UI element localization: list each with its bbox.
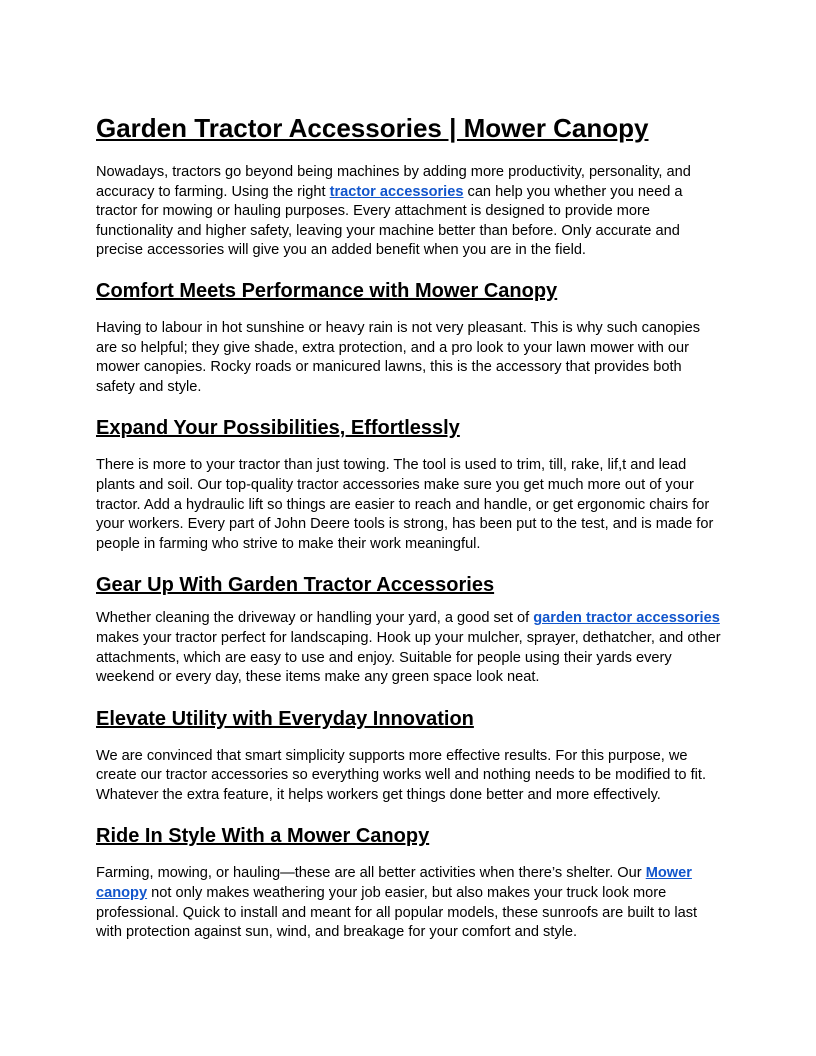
section-text-comfort: Having to labour in hot sunshine or heavy rain is not very pleasant. This is why such canopies are so helpful; they give shade, extra protection, and a pro look to your lawn mower with our mower canopies. Rocky roads or manicured lawns, this is the accessory that provides both safety and style. bbox=[96, 319, 701, 395]
intro-text-start: Nowadays, tractors go beyond being machines by adding more productivity, personality, and accuracy to farming. Using the right bbox=[96, 164, 691, 200]
section-elevate bbox=[96, 707, 721, 806]
document-page bbox=[96, 112, 721, 943]
section-heading-expand: Expand Your Possibilities, Effortlessly bbox=[96, 417, 460, 440]
section-gear-up bbox=[96, 573, 721, 687]
page-title: Garden Tractor Accessories | Mower Canopy bbox=[96, 113, 649, 143]
ride-text-end: not only makes weathering your job easier, but also makes your truck look more professional. Quick to install and meant for all popular models, these sunroofs are built to last with protection against sun, wind, and breakage for your comfort and style. bbox=[96, 885, 698, 941]
section-text-gear-up bbox=[96, 609, 721, 687]
gear-up-text-start: Whether cleaning the driveway or handling your yard, a good set of bbox=[96, 610, 534, 627]
section-heading-elevate: Elevate Utility with Everyday Innovation bbox=[96, 707, 474, 730]
mower-canopy-link[interactable]: Mower canopy bbox=[96, 865, 692, 902]
section-heading-ride-in-style: Ride In Style With a Mower Canopy bbox=[96, 825, 430, 848]
section-text-elevate: We are convinced that smart simplicity supports more effective results. For this purpose, we create our tractor accessories so everything works well and nothing needs to be modified to fit. Whatever the extra feature, it helps workers get things done better and more effectively. bbox=[96, 747, 707, 803]
tractor-accessories-link[interactable]: tractor accessories bbox=[329, 183, 464, 200]
section-text-ride-in-style bbox=[96, 864, 721, 942]
intro-text-end: can help you whether you need a tractor for mowing or hauling purposes. Every attachment is designed to provide more functionality and higher safety, leaving your machine better than before. Only accurate and precise accessories will give you an added benefit when you are in the field. bbox=[96, 183, 683, 259]
ride-text-start: Farming, mowing, or hauling—these are all better activities when there’s shelter. Our bbox=[96, 865, 646, 882]
section-comfort bbox=[96, 279, 721, 397]
garden-tractor-accessories-link[interactable]: garden tractor accessories bbox=[533, 610, 720, 627]
section-heading-comfort: Comfort Meets Performance with Mower Canopy bbox=[96, 279, 558, 302]
intro-paragraph bbox=[96, 163, 721, 261]
gear-up-text-end: makes your tractor perfect for landscaping. Hook up your mulcher, sprayer, dethatcher, and other attachments, which are easy to use and enjoy. Suitable for people using their yards every weekend or every day, these items make any green space look neat. bbox=[96, 629, 721, 686]
section-expand bbox=[96, 416, 721, 554]
section-ride-in-style bbox=[96, 824, 721, 942]
section-heading-gear-up: Gear Up With Garden Tractor Accessories bbox=[96, 574, 495, 597]
section-text-expand: There is more to your tractor than just towing. The tool is used to trim, till, rake, lif,t and lead plants and soil. Our top-quality tractor accessories make sure you get much more out of your tractor. Add a hydraulic lift so things are easier to reach and handle, or get ergonomic chairs for your workers. Every part of John Deere tools is strong, has been put to the test, and is made for people in farming who strive to make their work meaningful. bbox=[96, 457, 714, 552]
